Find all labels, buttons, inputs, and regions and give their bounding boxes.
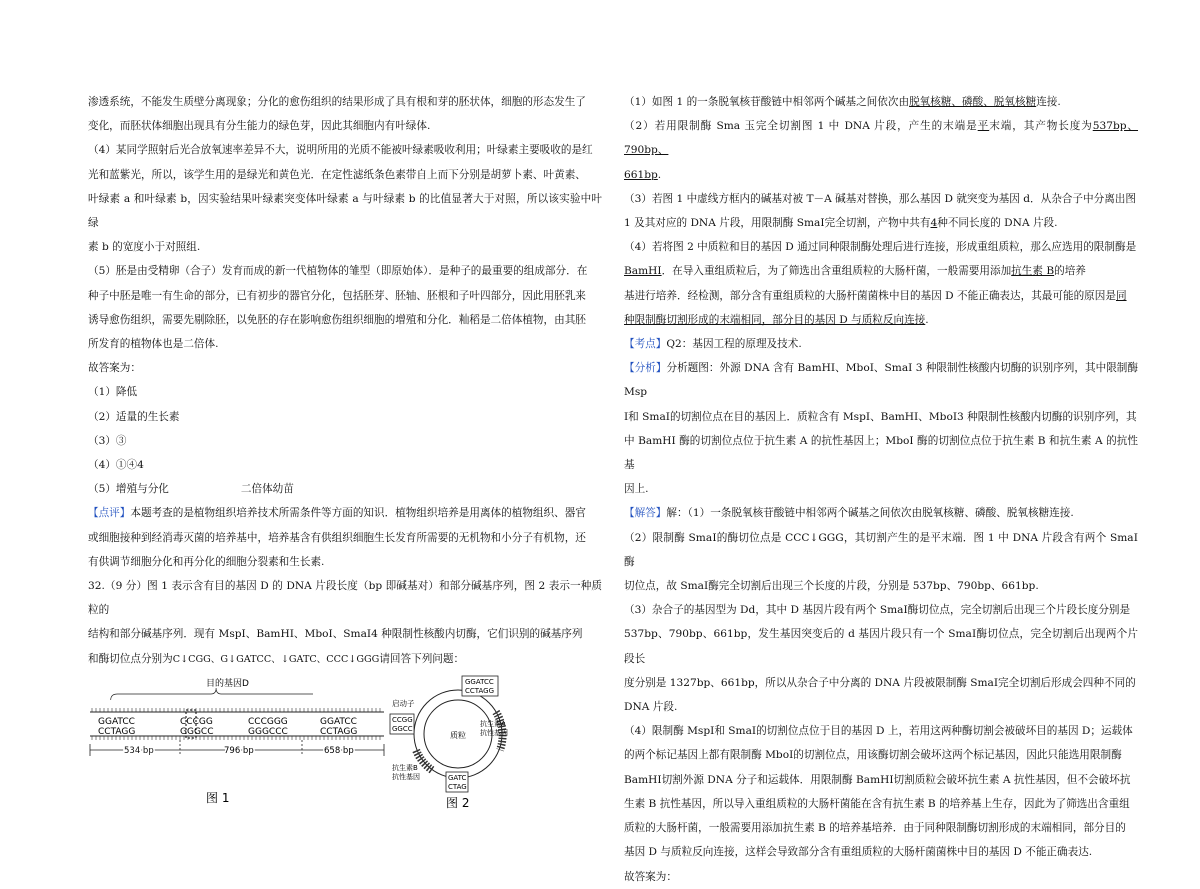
figure-1 bbox=[88, 674, 388, 824]
solution-line: （2）限制酶 SmaⅠ的酶切位点是 CCC↓GGG，其切割产生的是平末端．图 1 中 DNA 片段含有两个 SmaⅠ酶 bbox=[624, 531, 1138, 568]
solution-line: 切位点，故 SmaⅠ酶完全切割后出现三个长度的片段，分别是 537bp、790bp、661bp. bbox=[624, 580, 1039, 593]
solution-line: （4）限制酶 MspⅠ和 SmaⅠ的切割位点位于目的基因 D 上，若用这两种酶切割会被破坏目的基因 D；运载体 bbox=[624, 725, 1133, 738]
text-line: 渗透系统，不能发生质壁分离现象；分化的愈伤组织的结果形成了具有根和芽的胚状体，细胞的形态发生了 bbox=[88, 96, 586, 108]
answer-line bbox=[88, 477, 602, 501]
answer-5a: （5）增殖与分化 bbox=[88, 483, 169, 496]
answer-line bbox=[624, 284, 1138, 308]
seq-bot-2: CTAG bbox=[448, 782, 467, 791]
solution-line: 度分别是 1327bp、661bp，所以从杂合子中分离的 DNA 片段被限制酶 SmaⅠ完全切割后形成会四种不同的 bbox=[624, 676, 1136, 689]
promoter-label: 启动子 bbox=[392, 698, 415, 708]
question-text: 请回答下列问题： bbox=[379, 652, 465, 665]
kaodian-line bbox=[624, 332, 1138, 356]
seq-left-2: GGCC bbox=[392, 724, 413, 733]
answer-blank: 脱氧核糖、磷酸、脱氧核糖 bbox=[909, 96, 1037, 108]
text: 解：（1）一条脱氧核苷酸链中相邻两个碱基之间依次由脱氧核糖、磷酸、脱氧核糖连接. bbox=[666, 507, 1074, 520]
solution-line: 基因 D 与质粒反向连接，这样会导致部分含有重组质粒的大肠杆菌菌株中目的基因 D 不能正确表达. bbox=[624, 846, 1093, 859]
analysis-line: 中 BamHI 酶的切割位点位于抗生素 A 的抗性基因上；MboI 酶的切割位点位于抗生素 B 和抗生素 A 的抗性基 bbox=[624, 434, 1138, 472]
analysis-line: 因上. bbox=[624, 483, 649, 496]
answer-line bbox=[624, 211, 1138, 235]
seq-top-3: CCCGGG bbox=[248, 716, 288, 727]
answer-blank: 537bp、790bp、 bbox=[624, 120, 1139, 157]
seq-top-4: GGATCC bbox=[320, 716, 357, 727]
answer-blank: 抗生素 B bbox=[1011, 265, 1055, 278]
solution-line: 质粒的大肠杆菌，一般需要用添加抗生素 B 的培养基培养．由于同种限制酶切割形成的末端相同，部分目的 bbox=[624, 822, 1126, 835]
gene-brace bbox=[111, 688, 313, 700]
enzyme-sites: C↓CGG、G↓GATCC、↓GATC、CCC↓GGG bbox=[172, 653, 380, 665]
solution-line: 生素 B 抗性基因，所以导入重组质粒的大肠杆菌能在含有抗生素 B 的培养基上生存，因此为了筛选出含重组 bbox=[624, 797, 1130, 810]
text-line: （4）某同学照射后光合放氧速率差异不大，说明所用的光质不能被叶绿素吸收利用；叶绿素主要吸收的是红 bbox=[88, 144, 593, 157]
answer-title: 故答案为： bbox=[624, 870, 677, 883]
answer-blank: 同 bbox=[1115, 289, 1127, 302]
analysis-tag: 【分析】 bbox=[624, 362, 667, 375]
text-line: 素 b 的宽度小于对照组. bbox=[88, 241, 201, 254]
solution-line: 537bp、790bp、661bp，发生基因突变后的 d 基因片段只有一个 SmaⅠ酶切位点，完全切割后出现两个片段长 bbox=[624, 628, 1138, 665]
length-2: 796 bp bbox=[224, 745, 254, 756]
answer-blank: 661bp bbox=[624, 168, 658, 181]
review-tag: 【点评】 bbox=[88, 507, 131, 520]
text: Q2：基因工程的原理及技术. bbox=[666, 338, 802, 351]
length-1: 534 bp bbox=[124, 745, 154, 756]
answer-blank: 种限制酶切割形成的末端相同，部分目的基因 D 与质粒反向连接 bbox=[624, 313, 926, 326]
answer-line bbox=[624, 114, 1138, 162]
gene-label: 目的基因D bbox=[206, 678, 249, 689]
text-line: 种子中胚是唯一有生命的部分，已有初步的器官分化，包括胚芽、胚轴、胚根和子叶四部分，因此用胚乳来 bbox=[88, 289, 586, 302]
answer-line: （4）若将图 2 中质粒和目的基因 D 通过同种限制酶处理后进行连接，形成重组质粒，那么应选用的限制酶是 bbox=[624, 241, 1137, 254]
text: 1 及其对应的 DNA 片段，用限制酶 SmaⅠ完全切割，产物中共有 bbox=[624, 217, 931, 230]
solution-line: 的两个标记基因上都有限制酶 MboⅠ的切割位点，用该酶切割会破坏这两个标记基因，因此只能选用限制酶 bbox=[624, 749, 1122, 762]
text-line: 所发育的植物体也是二倍体. bbox=[88, 338, 219, 351]
seq-top-1: GGATCC bbox=[98, 716, 135, 727]
text: 种不同长度的 DNA 片段. bbox=[937, 217, 1058, 230]
figure-2-caption: 图 2 bbox=[446, 795, 470, 810]
resistance-a-label-1: 抗生素A bbox=[480, 719, 506, 728]
solution-line bbox=[624, 501, 1138, 525]
question-line bbox=[88, 647, 602, 672]
answer-line: （2）适量的生长素 bbox=[88, 410, 180, 423]
answer-line: （4）①④4 bbox=[88, 459, 144, 472]
seq-bot-1: GATC bbox=[448, 773, 467, 782]
question-line: 结构和部分碱基序列．现有 MspⅠ、BamHⅠ、MboⅠ、SmaⅠ4 种限制性核酸内切酶，它们识别的碱基序列 bbox=[88, 628, 583, 641]
answer-line bbox=[624, 308, 1138, 332]
text: 末端，其产物长度为 bbox=[989, 120, 1093, 133]
solution-tag: 【解答】 bbox=[624, 507, 667, 520]
left-column bbox=[88, 0, 602, 834]
seq-bot-1: CCTAGG bbox=[98, 726, 136, 737]
answer-blank: 平 bbox=[977, 120, 990, 133]
text-line: 变化，而胚状体细胞出现具有分生能力的绿色芽，因此其细胞内有叶绿体. bbox=[88, 120, 431, 133]
answer-line: （1）降低 bbox=[88, 386, 138, 399]
answer-5b: 二倍体幼苗 bbox=[240, 483, 294, 496]
solution-line: DNA 片段. bbox=[624, 701, 678, 714]
question-line: 32.（9 分）图 1 表示含有目的基因 D 的 DNA 片段长度（bp 即碱基对）和部分碱基序列，图 2 表示一种质粒的 bbox=[88, 580, 602, 617]
figures bbox=[88, 674, 602, 834]
text-line: 诱导愈伤组织，需要先剔除胚，以免胚的存在影响愈伤组织细胞的增殖和分化．籼稻是二倍体植物，由其胚 bbox=[88, 313, 586, 326]
text: 连接. bbox=[1036, 96, 1061, 108]
text: （2）若用限制酶 Sma 玉完全切割图 1 中 DNA 片段，产生的末端是 bbox=[624, 120, 978, 133]
solution-line: BamHⅠ切割外源 DNA 分子和运载体．用限制酶 BamHⅠ切割质粒会破坏抗生素 A 抗性基因，但不会破坏抗 bbox=[624, 773, 1131, 786]
seq-bot-3: GGGCCC bbox=[248, 726, 288, 737]
seq-top-2: CCCGG bbox=[180, 716, 213, 727]
question-text: 和酶切位点分别为 bbox=[88, 652, 173, 665]
review-text: 本题考查的是植物组织培养技术所需条件等方面的知识．植物组织培养是用离体的植物组织、器官 bbox=[130, 507, 586, 520]
answer-blank: 4 bbox=[930, 217, 938, 230]
answer-blank: BamHⅠ bbox=[624, 265, 662, 278]
text: 分析题图：外源 DNA 含有 BamHI、MboI、SmaI 3 种限制性核酸内切酶的识别序列，其中限制酶 Msp bbox=[624, 362, 1139, 399]
right-column bbox=[624, 0, 1138, 889]
text: ．在导入重组质粒后，为了筛选出含重组质粒的大肠杆菌，一般需要用添加 bbox=[661, 265, 1012, 278]
text-line: 光和蓝紫光，所以，该学生用的是绿光和黄色光．在定性滤纸条色素带自上而下分别是胡萝卜素、叶黄素、 bbox=[88, 168, 586, 181]
resistance-b-label-2: 抗性基因 bbox=[392, 772, 420, 781]
seq-bot-2: GGGCC bbox=[180, 726, 214, 737]
resistance-a-label-2: 抗性基因 bbox=[480, 728, 508, 737]
answer-line bbox=[624, 90, 1138, 114]
solution-line: （3）杂合子的基因型为 Dd，其中 D 基因片段有两个 SmaⅠ酶切位点，完全切割后出现三个片段长度分别是 bbox=[624, 604, 1131, 617]
review-line: 有供调节细胞分化和再分化的细胞分裂素和生长素. bbox=[88, 555, 325, 568]
figure-2 bbox=[388, 674, 518, 824]
text-line: （5）胚是由受精卵（合子）发育而成的新一代植物体的雏型（即原始体）．是种子的最重要的组成部分．在 bbox=[88, 265, 588, 278]
text: . bbox=[657, 168, 662, 181]
seq-top-2: CCTAGG bbox=[465, 686, 495, 695]
answer-title: 故答案为： bbox=[88, 362, 141, 375]
seq-top-1: GGATCC bbox=[465, 677, 494, 686]
text: （1）如图 1 的一条脱氧核苷酸链中相邻两个碱基之间依次由 bbox=[624, 96, 910, 108]
text: 基进行培养．经检测，部分含有重组质粒的大肠杆菌菌株中目的基因 D 不能正确表达，其最可能的原因是 bbox=[624, 289, 1116, 302]
kaodian-tag: 【考点】 bbox=[624, 338, 667, 351]
text: 的培养 bbox=[1054, 265, 1086, 278]
text: . bbox=[925, 313, 929, 326]
seq-left-1: CCGG bbox=[392, 715, 413, 724]
plasmid-label: 质粒 bbox=[450, 730, 466, 740]
answer-line bbox=[624, 259, 1138, 283]
answer-line bbox=[624, 163, 1138, 187]
resistance-b-label-1: 抗生素B bbox=[392, 763, 418, 772]
text-line: 叶绿素 a 和叶绿素 b，因实验结果叶绿素突变体叶绿素 a 与叶绿素 b 的比值显著大于对照，所以该实验中叶绿 bbox=[88, 192, 602, 230]
answer-line: （3）③ bbox=[88, 434, 127, 447]
review-line: 或细胞接种到经消毒灭菌的培养基中，培养基含有供组织细胞生长发育所需要的无机物和小分子有机物，还 bbox=[88, 531, 586, 544]
answer-line: （3）若图 1 中虚线方框内的碱基对被 T－A 碱基对替换，那么基因 D 就突变为基因 d．从杂合子中分离出图 bbox=[624, 192, 1136, 205]
seq-bot-4: CCTAGG bbox=[320, 726, 358, 737]
analysis-line bbox=[624, 356, 1138, 404]
review-line bbox=[88, 501, 602, 525]
analysis-line: Ⅰ和 SmaⅠ的切割位点在目的基因上．质粒含有 MspI、BamHI、MboI3 种限制性核酸内切酶的识别序列，其 bbox=[624, 410, 1137, 423]
figure-1-caption: 图 1 bbox=[206, 790, 230, 805]
length-3: 658 bp bbox=[324, 745, 354, 756]
